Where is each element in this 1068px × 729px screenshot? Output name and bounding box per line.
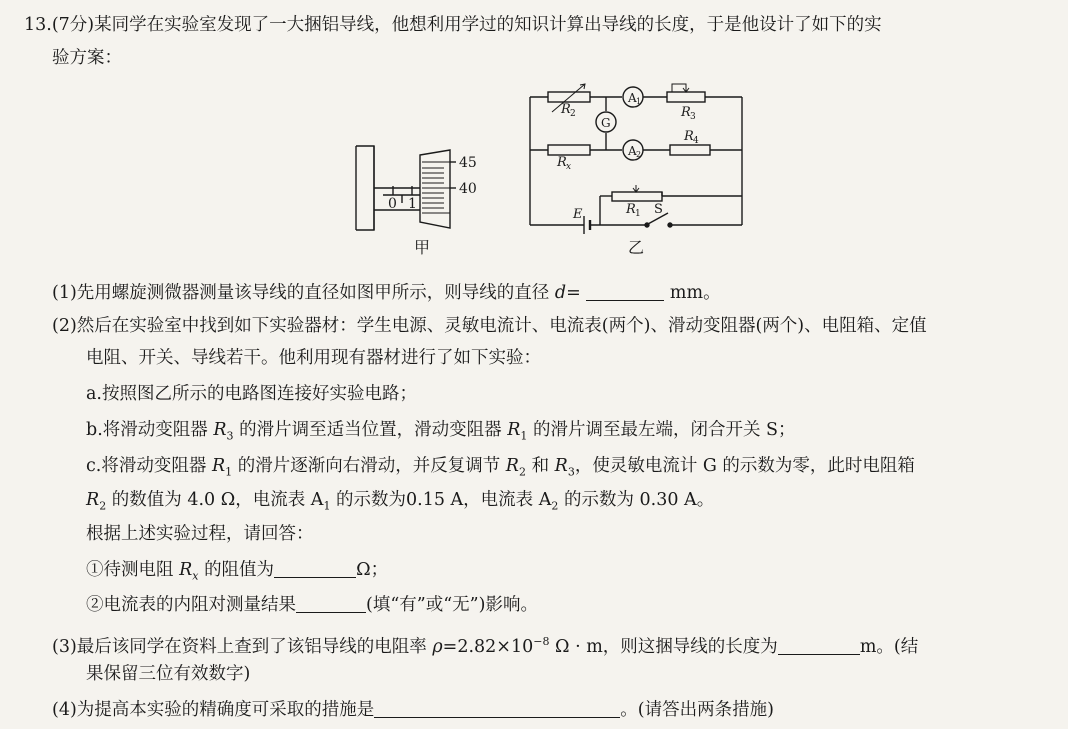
part2-intro-2: 电阻、开关、导线若干。他利用现有器材进行了如下实验： [86,348,541,368]
step-c2-text-1: 的数值为 4.0 Ω，电流表 A [111,490,324,510]
sym-R2-c2: R [86,490,100,510]
label-R4-sub: 4 [693,136,699,146]
sym-R3-sub: 3 [226,429,234,443]
part4-text-b: 。(请答出两条措施) [620,700,774,720]
q1-text-b: 的阻值为 [204,560,275,580]
label-R1: R [626,202,636,217]
part3 [52,630,918,659]
label-G: G [601,116,611,130]
step-c-text-1: c.将滑动变阻器 [86,456,207,476]
rheostat-R3 [667,92,705,102]
label-A1: A [628,91,637,105]
label-R3: R [681,105,691,120]
label-R4: R [684,129,694,144]
A1-sub: 1 [323,499,331,513]
sym-Rx: R [179,560,193,580]
label-A2: A [628,144,637,158]
label-R2: R [561,102,571,117]
step-c-text-4: ，使灵敏电流计 G 的示数为零，此时电阻箱 [574,456,915,476]
answer-blank-measures[interactable] [374,699,620,718]
part1-text: (1)先用螺旋测微器测量该导线的直径如图甲所示，则导线的直径 [52,283,550,303]
sym-R3-c-sub: 3 [567,465,575,479]
part3-cont [86,662,250,686]
step-b [86,418,796,449]
label-R2-sub: 2 [570,109,576,119]
resistor-R4 [670,145,710,155]
label-A2-sub: 2 [636,150,642,159]
label-E: E [573,207,583,222]
sym-R3-c: R [554,456,568,476]
part3-rho: ρ [432,636,443,657]
step-c [86,454,915,485]
question-header-text: 13.(7分)某同学在实验室发现了一大捆铝导线，他想利用学过的知识计算出导线的长度，于是他设计了如下的实 [24,15,882,35]
part2-intro-1: (2)然后在实验室中找到如下实验器材：学生电源、灵敏电流计、电流表(两个)、滑动变阻器(两个)、电阻箱、定值 [52,316,927,336]
q2-line [86,593,538,617]
part1-unit: mm。 [669,283,721,303]
answer-blank-effect[interactable] [296,594,366,613]
part4 [52,698,774,722]
step-c-text-3: 和 [531,456,550,476]
step-a [86,382,417,406]
label-Rx-sub: x [566,162,572,172]
rheostat-R1 [612,192,662,201]
step-b-text-3: 的滑片调至最左端，闭合开关 S； [532,420,796,440]
sym-R2-c2-sub: 2 [99,499,107,513]
answer-blank-resistance[interactable] [274,559,356,578]
resistor-Rx [548,145,590,155]
q2-text-a: ②电流表的内阻对测量结果 [86,595,296,615]
part1-eq: = [566,283,581,303]
part3-exp: −8 [533,635,550,648]
sym-R1: R [507,420,521,440]
micrometer-figure [356,146,456,230]
part3-text-c: Ω · m，则这捆导线的长度为 [549,636,778,657]
thimble-label-45: 45 [459,155,477,171]
figure-jia-label: 甲 [414,238,431,257]
step-c-cont [86,488,714,519]
part4-text-a: (4)为提高本实验的精确度可采取的措施是 [52,700,375,720]
step-c-text-2: 的滑片逐渐向右滑动，并反复调节 [237,456,501,476]
step-c2-text-3: 的示数为 0.30 A。 [563,490,715,510]
sleeve-label-1: 1 [408,196,417,212]
answer-blank-diameter[interactable] [586,282,664,301]
thimble-label-40: 40 [459,181,477,197]
q2-text-b: (填“有”或“无”)影响。 [366,595,538,615]
ask-line [86,522,314,546]
answer-blank-length[interactable] [778,636,860,655]
sym-R1-sub: 1 [520,429,528,443]
sym-Rx-sub: x [192,569,199,583]
question-header-cont-text: 验方案： [52,48,122,68]
part2-intro [52,314,927,338]
part3-text-a: (3)最后该同学在资料上查到了该铝导线的电阻率 [52,636,427,657]
step-b-text-1: b.将滑动变阻器 [86,420,208,440]
part1-var-d: d [554,283,567,303]
part1 [52,281,721,305]
sym-R1-c: R [211,456,226,476]
A2-sub: 2 [551,499,559,513]
sym-R1-c-sub: 1 [225,465,233,479]
q1-text-a: ①待测电阻 [86,560,174,580]
q1-unit: Ω； [356,560,389,580]
step-b-text-2: 的滑片调至适当位置，滑动变阻器 [239,420,502,440]
step-a-text: a.按照图乙所示的电路图连接好实验电路； [86,384,417,404]
figure-yi-label: 乙 [628,238,645,257]
part3-text-d: m。(结 [859,636,919,657]
sleeve-label-0: 0 [388,196,397,212]
label-Rx: R [557,155,567,170]
label-R3-sub: 3 [690,112,696,122]
label-S: S [654,202,663,217]
ask-text: 根据上述实验过程，请回答： [86,524,314,544]
q1-line [86,558,388,589]
part3-text-b: =2.82×10 [442,636,534,657]
part3-text-cont: 果保留三位有效数字) [86,664,251,684]
label-R1-sub: 1 [635,209,641,219]
sym-R3: R [213,420,227,440]
sym-R2-c: R [505,456,519,476]
step-c2-text-2: 的示数为0.15 A，电流表 A [336,490,552,510]
sym-R2-c-sub: 2 [518,465,526,479]
label-A1-sub: 1 [636,97,642,106]
part2-intro-cont [86,346,541,370]
